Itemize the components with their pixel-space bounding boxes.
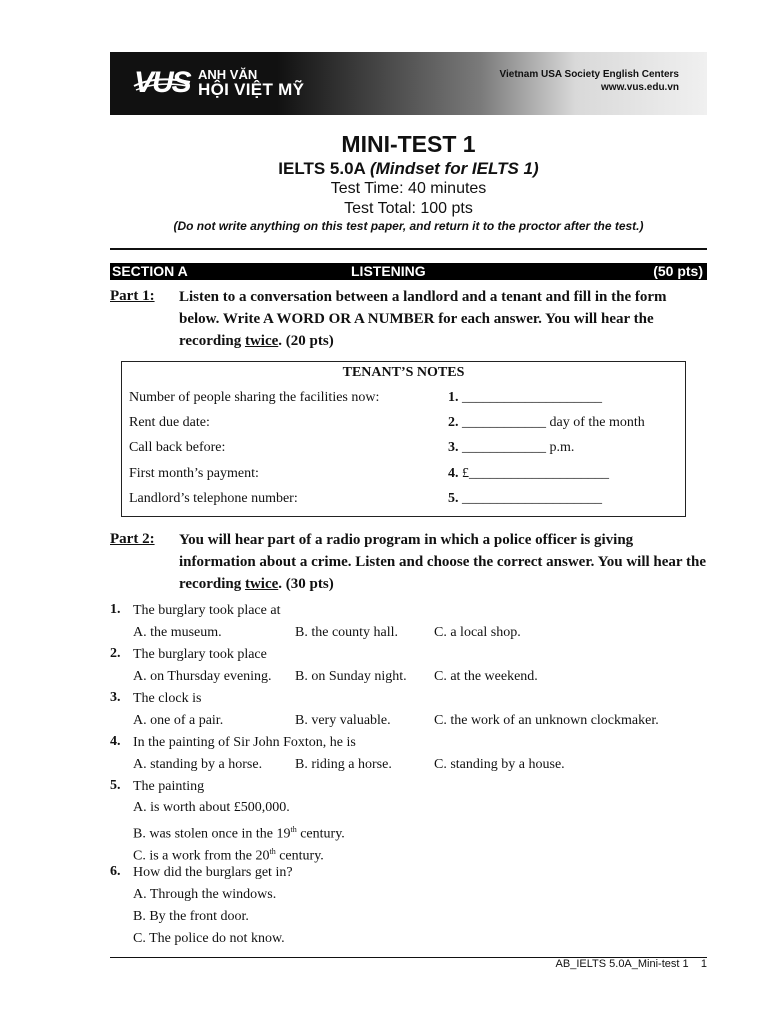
question-number: 1. [110,602,121,617]
section-points: (50 pts) [653,263,703,279]
answer-number: 5. [448,491,459,506]
form-label: Number of people sharing the facilities now: [129,390,380,405]
form-label: Call back before: [129,440,226,455]
answer-number: 1. [448,390,459,405]
option-a: A. standing by a horse. [133,757,263,772]
option-b: B. riding a horse. [295,757,392,772]
question-number: 5. [110,778,121,793]
part1-text: Listen to a conversation between a landlord and a tenant and fill in the form below. Write A WORD OR A NUMBER for each answer. You will hear the recording [179,289,667,349]
option-c: C. at the weekend. [434,669,538,684]
answer-number: 2. [448,415,459,430]
answer-blank: ____________ p.m. [458,440,575,455]
answer-blank: ____________ day of the month [458,415,645,430]
question-number: 6. [110,864,121,879]
page-number: 1 [700,958,707,970]
logo-mark: VUS [134,66,190,99]
option-b: B. very valuable. [295,713,391,728]
form-label: Landlord’s telephone number: [129,491,298,506]
logo-text-line2: HỘI VIỆT MỸ [198,80,305,99]
option-c: C. the work of an unknown clockmaker. [434,713,659,728]
section-header [110,263,707,280]
part2-emphasis: twice [244,576,279,592]
tenant-notes-form [121,361,686,517]
org-website: www.vus.edu.vn [601,82,679,93]
form-answer [448,390,602,406]
form-answer [448,466,609,482]
page-title: MINI-TEST 1 [341,131,476,157]
question-number: 3. [110,690,121,705]
part1-points: . (20 pts) [278,333,334,349]
question-number: 4. [110,734,121,749]
footer-doc-name: AB_IELTS 5.0A_Mini-test 1 [555,958,689,970]
question-stem: In the painting of Sir John Foxton, he is [133,735,356,750]
part1-instructions [179,286,707,352]
section-skill: LISTENING [351,263,426,279]
answer-number: 4. [448,466,459,481]
part2-instructions [179,529,707,595]
option-b [133,820,345,845]
test-total: Test Total: 100 pts [344,200,473,217]
part1-label: Part 1: [110,288,155,304]
form-label: First month’s payment: [129,466,259,481]
subtitle-level: IELTS 5.0A [278,159,370,178]
question-number: 2. [110,646,121,661]
ordinal-suffix: th [290,825,297,834]
answer-blank: ____________________ [458,390,602,405]
option-a: A. is worth about £500,000. [133,800,290,815]
question-stem: The burglary took place [133,647,267,662]
question-stem: How did the burglars get in? [133,865,293,880]
option-c-text: C. is a work from the 20 [133,848,270,864]
option-c: C. a local shop. [434,625,521,640]
form-label: Rent due date: [129,415,210,430]
question-stem: The painting [133,779,205,794]
part1-emphasis: twice [244,333,279,349]
ordinal-suffix: th [269,847,276,856]
option-a: A. the museum. [133,625,222,640]
option-a: A. on Thursday evening. [133,669,272,684]
option-b-text-end: century. [296,826,345,842]
option-b: B. on Sunday night. [295,669,407,684]
section-name: SECTION A [112,263,188,279]
option-b: B. By the front door. [133,909,249,924]
divider [110,248,707,250]
option-c-text-end: century. [275,848,324,864]
option-a: A. Through the windows. [133,887,277,902]
form-answer [448,440,574,456]
answer-blank: ____________________ [458,491,602,506]
test-time: Test Time: 40 minutes [330,180,487,197]
test-subtitle [110,159,707,179]
part2-text: You will hear part of a radio program in which a police officer is giving information about a crime. Listen and choose the correct answer. You will hear the recording [179,532,707,592]
answer-number: 3. [448,440,459,455]
option-c: C. The police do not know. [133,931,285,946]
form-answer [448,491,602,507]
option-b: B. the county hall. [295,625,399,640]
answer-blank: £____________________ [458,466,609,481]
instruction-note: (Do not write anything on this test paper, and return it to the proctor after the test.) [173,219,644,233]
tenant-notes-title: TENANT’S NOTES [342,365,465,380]
part2-label: Part 2: [110,531,155,547]
option-c: C. standing by a house. [434,757,565,772]
subtitle-book: (Mindset for IELTS 1) [369,159,539,178]
header-banner [110,52,707,115]
question-stem: The burglary took place at [133,603,281,618]
option-a: A. one of a pair. [133,713,224,728]
part2-points: . (30 pts) [278,576,334,592]
org-name: Vietnam USA Society English Centers [499,69,679,80]
option-b-text: B. was stolen once in the 19 [133,826,291,842]
form-answer [448,415,645,431]
logo-text-line1: ANH VĂN [198,67,258,82]
page-footer [556,958,707,970]
question-stem: The clock is [133,691,202,706]
